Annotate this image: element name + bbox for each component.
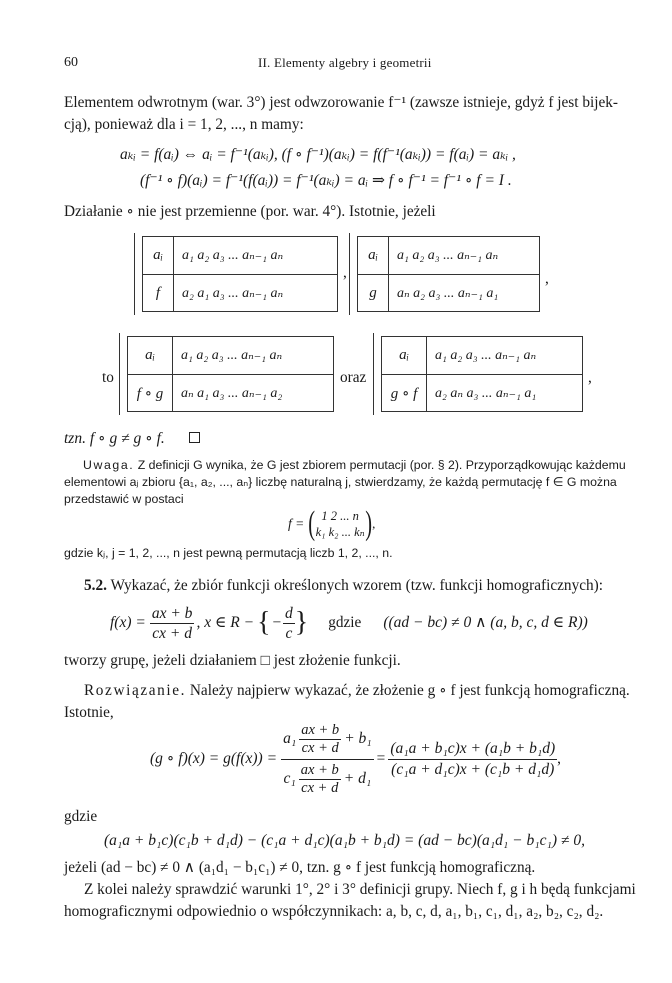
problem-number: 5.2.: [84, 577, 107, 594]
big-num-add: + b₁: [344, 730, 372, 747]
noncommutative-conclusion: tzn. f ∘ g ≠ g ∘ f.: [64, 430, 165, 447]
big-den-add: + d₁: [343, 770, 372, 787]
big-num-coef: a₁: [283, 730, 297, 747]
table-g-head: aᵢ: [357, 237, 389, 274]
tzn-line: [64, 428, 200, 450]
domain-text: , x ∈ R −: [196, 614, 255, 631]
condition: ((ad − bc) ≠ 0 ∧ (a, b, c, d ∈ R)): [383, 614, 588, 631]
table-f-head: aᵢ: [142, 237, 174, 274]
uwaga-line-1: [83, 457, 626, 474]
inner-den-top: ax + b: [300, 761, 339, 778]
table-g-head-row: a₁ a₂ a₃ ... aₙ₋₁ aₙ: [387, 237, 540, 274]
table-g-label: g: [357, 275, 389, 312]
permutation-matrix: [288, 504, 375, 544]
uwaga-text-1: Z definicji G wynika, że G jest zbiorem permutacji (por. § 2). Przyporządkowując każdemu: [137, 458, 626, 472]
solution-line-4: Z kolei należy sprawdzić warunki 1°, 2° i 3° definicji grupy. Niech f, g i h będą funkcjami: [84, 881, 636, 898]
comma: ,: [588, 369, 592, 386]
table-f: [142, 236, 338, 312]
right-paren-icon: ): [365, 505, 372, 542]
fraction-denominator: cx + d: [152, 624, 192, 642]
table-gof-label: g ∘ f: [381, 375, 427, 412]
rhs-denominator: (c₁a + d₁c)x + (c₁b + d₁d): [391, 760, 555, 778]
left-paren-icon: (: [308, 505, 316, 542]
problem-text: Wykazać, że zbiór funkcji określonych wzorem (tzw. funkcji homograficznych):: [110, 577, 603, 594]
equation-inverse-1: aₖᵢ = f(aᵢ) ⇔ aᵢ = f⁻¹(aₖᵢ), (f ∘ f⁻¹)(aₖᵢ) = f(f⁻¹(aₖᵢ)) = f(aᵢ) = aₖᵢ ,: [120, 146, 516, 163]
inner-num-bottom: cx + d: [301, 739, 339, 756]
table-f-head-row: a₁ a₂ a₃ ... aₙ₋₁ aₙ: [172, 237, 338, 274]
inner-num-top: ax + b: [301, 721, 340, 738]
solution-line-2: Istotnie,: [64, 704, 114, 721]
noncommutative-text: Działanie ∘ nie jest przemienne (por. war. 4°). Istotnie, jeżeli: [64, 203, 436, 220]
page-number: 60: [64, 55, 78, 70]
rhs-comma: ,: [557, 750, 561, 767]
running-header: II. Elementy algebry i geometrii: [258, 55, 432, 70]
table-g: [357, 236, 540, 312]
perm-bottom-row: k₁ k₂ ... kₙ: [315, 525, 365, 539]
uwaga-line-4: gdzie kⱼ, j = 1, 2, ..., n jest pewną permutacją liczb 1, 2, ..., n.: [64, 546, 393, 560]
qed-box-icon: [189, 432, 200, 443]
solution-line-3: jeżeli (ad − bc) ≠ 0 ∧ (a₁d₁ − b₁c₁) ≠ 0, tzn. g ∘ f jest funkcją homograficzną.: [64, 859, 536, 876]
intro-line-2: cją), ponieważ dla i = 1, 2, ..., n mamy:: [64, 116, 304, 133]
table-gof-head-row: a₁ a₂ a₃ ... aₙ₋₁ aₙ: [425, 337, 583, 374]
table-fog-row: aₙ a₁ a₃ ... aₙ₋₁ a₂: [171, 375, 334, 412]
solution-line-1: [84, 680, 630, 702]
rhs-numerator: (a₁a + b₁c)x + (a₁b + b₁d): [388, 739, 557, 760]
left-brace-icon: {: [257, 607, 271, 638]
table-gof-row: a₂ aₙ a₃ ... aₙ₋₁ a₁: [425, 375, 583, 412]
word-to: to: [102, 369, 114, 386]
uwaga-line-2: elementowi aⱼ zbioru {a₁, a₂, ..., aₙ} liczbę naturalną j, stwierdzamy, że każdą permutację f ∈ G można: [64, 475, 617, 489]
perm-comma: ,: [372, 516, 376, 531]
equation-inverse-2: (f⁻¹ ∘ f)(aᵢ) = f⁻¹(f(aᵢ)) = f⁻¹(aₖᵢ) = aᵢ ⇒ f ∘ f⁻¹ = f⁻¹ ∘ f = I .: [140, 172, 512, 189]
set-numerator: d: [285, 604, 293, 622]
composition-lhs: (g ∘ f)(x) = g(f(x)) =: [150, 750, 278, 767]
perm-top-row: 1 2 ... n: [321, 509, 359, 523]
problem-line-2: tworzy grupę, jeżeli działaniem □ jest złożenie funkcji.: [64, 652, 401, 669]
table-g-row: aₙ a₂ a₃ ... aₙ₋₁ a₁: [387, 275, 540, 312]
intro-line-1: Elementem odwrotnym (war. 3°) jest odwzorowanie f⁻¹ (zawsze istnieje, gdyż f jest bijek-: [64, 94, 618, 111]
uwaga-line-3: przedstawić w postaci: [64, 492, 184, 506]
table-f-row: a₂ a₁ a₃ ... aₙ₋₁ aₙ: [172, 275, 338, 312]
table-fog-head: aᵢ: [127, 337, 173, 374]
table-fog-label: f ∘ g: [127, 375, 173, 412]
problem-statement: [84, 575, 603, 597]
solution-lead: Rozwiązanie.: [84, 682, 187, 699]
fx-label: f(x) =: [110, 614, 146, 631]
table-gof: [381, 336, 583, 412]
table-f-label: f: [142, 275, 174, 312]
solution-text-1: Należy najpierw wykazać, że złożenie g ∘ f jest funkcją homograficzną.: [189, 682, 630, 699]
big-den-coef: c₁: [283, 770, 296, 787]
inner-den-bottom: cx + d: [301, 779, 339, 796]
table-fog: [127, 336, 334, 412]
word-oraz: oraz: [340, 369, 367, 386]
table-gof-head: aᵢ: [381, 337, 427, 374]
table-fog-head-row: a₁ a₂ a₃ ... aₙ₋₁ aₙ: [171, 337, 334, 374]
gdzie-line: gdzie: [64, 808, 98, 825]
solution-line-5: homograficznymi odpowiednio o współczynnikach: a, b, c, d, a₁, b₁, c₁, d₁, a₂, b₂, c₂, d₂.: [64, 903, 604, 920]
f-equals: f =: [288, 516, 305, 531]
composition-equation: [150, 717, 561, 801]
determinant-equation: (a₁a + b₁c)(c₁b + d₁d) − (c₁a + d₁c)(a₁b + b₁d) = (ad − bc)(a₁d₁ − b₁c₁) ≠ 0,: [104, 832, 585, 849]
homographic-definition: f(x) = $\frac{ax + b}{cx + d}$ , x ∈ R − { − $\frac{d}{c}$ } gdzie ((ad − bc) ≠ 0 ∧ (a, b, c, d ∈ R)): [110, 604, 588, 642]
fraction-numerator: ax + b: [151, 604, 193, 622]
gdzie-word: gdzie: [328, 614, 362, 631]
equals-sign: =: [376, 750, 386, 767]
right-brace-icon: }: [294, 607, 309, 638]
comma: ,: [545, 270, 549, 287]
comma: ,: [343, 264, 347, 281]
uwaga-lead: Uwaga.: [83, 458, 135, 472]
set-denominator: c: [285, 624, 293, 642]
